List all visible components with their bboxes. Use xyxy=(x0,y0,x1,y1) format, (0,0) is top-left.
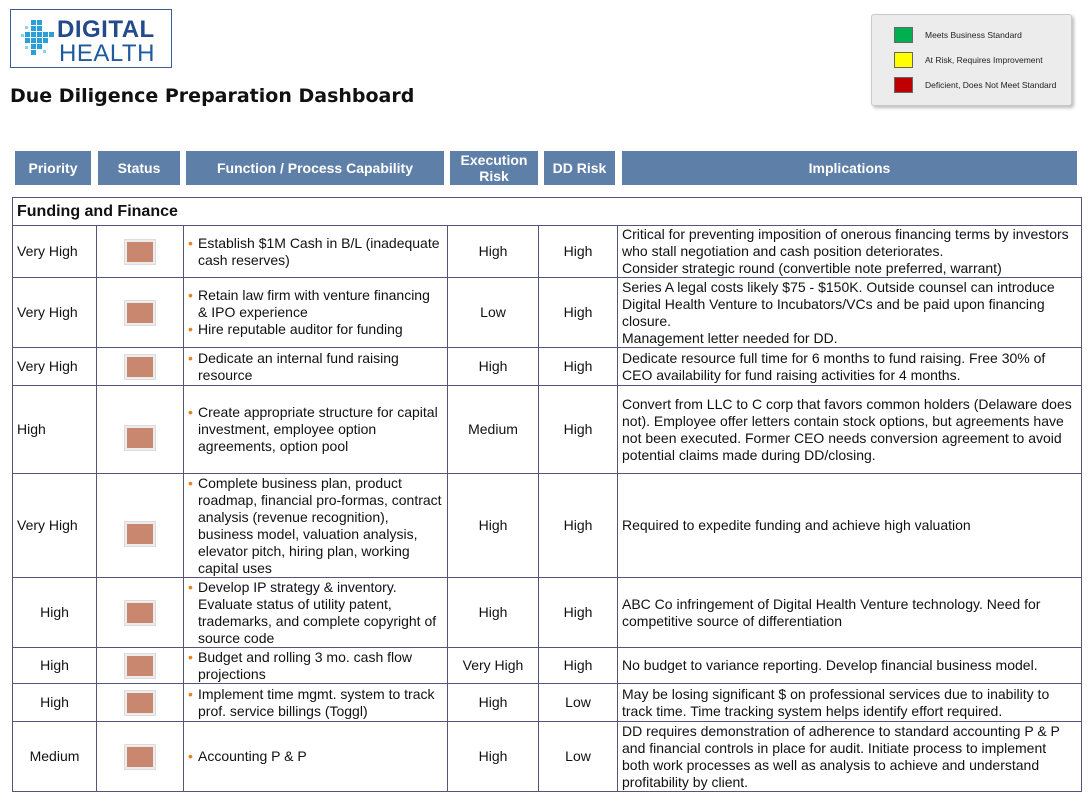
implications-cell xyxy=(618,648,1082,684)
legend-label-deficient: Deficient, Does Not Meet Standard xyxy=(925,80,1057,90)
header-execution-risk-line2: Risk xyxy=(479,168,509,184)
status-indicator xyxy=(125,301,155,325)
table-row xyxy=(13,226,1082,278)
status-indicator xyxy=(125,654,155,678)
implications-line: Required to expedite funding and achieve high valuation xyxy=(622,517,971,533)
table-row xyxy=(13,474,1082,578)
function-item: • Implement time mgmt. system to track prof. service billings (Toggl) xyxy=(188,686,443,720)
legend-green-swatch xyxy=(894,27,913,43)
status-indicator xyxy=(125,240,155,264)
implications-cell xyxy=(618,386,1082,474)
due-diligence-table xyxy=(12,197,1082,792)
section-row xyxy=(13,198,1082,226)
function-cell xyxy=(184,684,448,722)
logo-word-digital: DIGITAL xyxy=(57,16,155,43)
status-cell xyxy=(97,684,184,722)
priority-cell: High xyxy=(13,684,97,722)
header-dd-risk: DD Risk xyxy=(544,151,615,185)
status-indicator xyxy=(125,522,155,546)
table-row xyxy=(13,278,1082,348)
priority-cell: High xyxy=(13,648,97,684)
table-row xyxy=(13,578,1082,648)
function-item: • Budget and rolling 3 mo. cash flow projections xyxy=(188,649,443,683)
execution-risk-cell: Very High xyxy=(448,648,539,684)
status-cell xyxy=(97,474,184,578)
section-title: Funding and Finance xyxy=(13,198,1082,226)
status-cell xyxy=(97,348,184,386)
execution-risk-cell: Low xyxy=(448,278,539,348)
dd-risk-cell: High xyxy=(539,578,618,648)
legend-label-meets: Meets Business Standard xyxy=(925,30,1022,40)
table-row xyxy=(13,648,1082,684)
priority-cell: Very High xyxy=(13,278,97,348)
function-item: • Complete business plan, product roadmap, financial pro-formas, contract analysis (revenue recognition), business model, valuation analysis, elevator pitch, hiring plan, working capital uses xyxy=(188,475,443,577)
execution-risk-cell: High xyxy=(448,578,539,648)
priority-cell: Very High xyxy=(13,348,97,386)
implications-cell xyxy=(618,722,1082,792)
execution-risk-cell: High xyxy=(448,474,539,578)
dd-risk-cell: High xyxy=(539,648,618,684)
implications-cell xyxy=(618,474,1082,578)
implications-line: Critical for preventing imposition of onerous financing terms by investors who stall negotiation and cash position deteriorates. xyxy=(622,226,1069,259)
function-cell xyxy=(184,722,448,792)
status-indicator xyxy=(125,355,155,379)
implications-line: May be losing significant $ on professional services due to inability to track time. Time tracking system helps identify effort required. xyxy=(622,685,1050,719)
status-cell xyxy=(97,578,184,648)
implications-cell xyxy=(618,278,1082,348)
priority-cell: High xyxy=(13,386,97,474)
status-cell xyxy=(97,722,184,792)
function-item: • Accounting P & P xyxy=(188,748,443,765)
function-cell xyxy=(184,386,448,474)
function-item: • Hire reputable auditor for funding xyxy=(188,321,443,338)
header-implications: Implications xyxy=(622,151,1077,185)
header-execution-risk-line1: Execution xyxy=(460,152,528,168)
header-priority: Priority xyxy=(15,151,91,185)
medical-cross-icon xyxy=(21,20,55,60)
function-cell xyxy=(184,348,448,386)
execution-risk-cell: High xyxy=(448,722,539,792)
execution-risk-cell: High xyxy=(448,348,539,386)
function-item: • Establish $1M Cash in B/L (inadequate cash reserves) xyxy=(188,235,443,269)
dd-risk-cell: High xyxy=(539,226,618,278)
implications-line: Dedicate resource full time for 6 months to fund raising. Free 30% of CEO availability for fund raising activities for 4 months. xyxy=(622,349,1046,383)
priority-cell: Very High xyxy=(13,474,97,578)
table-row xyxy=(13,386,1082,474)
status-cell xyxy=(97,226,184,278)
implications-line: No budget to variance reporting. Develop financial business model. xyxy=(622,657,1038,673)
digital-health-logo xyxy=(10,9,172,68)
page-title: Due Diligence Preparation Dashboard xyxy=(10,85,415,107)
dd-risk-cell: High xyxy=(539,474,618,578)
legend-yellow-swatch xyxy=(894,52,913,68)
status-cell xyxy=(97,648,184,684)
status-indicator xyxy=(125,426,155,450)
header-function: Function / Process Capability xyxy=(186,151,444,185)
dd-risk-cell: High xyxy=(539,348,618,386)
status-indicator xyxy=(125,691,155,715)
function-cell xyxy=(184,474,448,578)
table-row xyxy=(13,684,1082,722)
status-indicator xyxy=(125,601,155,625)
dd-risk-cell: Low xyxy=(539,722,618,792)
header-execution-risk xyxy=(450,151,538,185)
priority-cell: Medium xyxy=(13,722,97,792)
legend-label-at-risk: At Risk, Requires Improvement xyxy=(925,55,1043,65)
priority-cell: Very High xyxy=(13,226,97,278)
function-cell xyxy=(184,578,448,648)
implications-line: Convert from LLC to C corp that favors common holders (Delaware does not). Employee offer letters contain stock options, but agreements have not been executed. Former CEO needs conversion agreement to avoid potential claims made during DD/closing. xyxy=(622,395,1072,463)
status-indicator xyxy=(125,745,155,769)
function-item: • Create appropriate structure for capital investment, employee option agreements, option pool xyxy=(188,404,443,455)
status-cell xyxy=(97,278,184,348)
function-item: • Retain law firm with venture financing & IPO experience xyxy=(188,287,443,321)
status-cell xyxy=(97,386,184,474)
header-status: Status xyxy=(98,151,180,185)
function-item: • Develop IP strategy & inventory. Evaluate status of utility patent, trademarks, and complete copyright of source code xyxy=(188,579,443,647)
legend-red-swatch xyxy=(894,77,913,93)
table-row xyxy=(13,722,1082,792)
dd-risk-cell: High xyxy=(539,386,618,474)
implications-cell xyxy=(618,684,1082,722)
implications-line: DD requires demonstration of adherence to standard accounting P & P and financial controls in place for audit. Initiate process to implement both work processes as well as analysis to achieve and understand profitability by client. xyxy=(622,722,1060,790)
logo-word-health: HEALTH xyxy=(59,40,155,67)
implications-line: ABC Co infringement of Digital Health Venture technology. Need for competitive source of differentiation xyxy=(622,595,1041,629)
table-row xyxy=(13,348,1082,386)
implications-line: Management letter needed for DD. xyxy=(622,329,838,346)
status-legend xyxy=(871,14,1072,106)
execution-risk-cell: High xyxy=(448,226,539,278)
implications-cell xyxy=(618,348,1082,386)
dd-risk-cell: Low xyxy=(539,684,618,722)
function-cell xyxy=(184,278,448,348)
implications-line: Consider strategic round (convertible note preferred, warrant) xyxy=(622,260,1002,276)
function-item: • Dedicate an internal fund raising resource xyxy=(188,350,443,384)
function-cell xyxy=(184,226,448,278)
implications-cell xyxy=(618,578,1082,648)
function-cell xyxy=(184,648,448,684)
priority-cell: High xyxy=(13,578,97,648)
implications-line: Series A legal costs likely $75 - $150K. Outside counsel can introduce Digital Health Venture to Incubators/VCs and be paid upon financing closure. xyxy=(622,278,1055,329)
dd-risk-cell: High xyxy=(539,278,618,348)
execution-risk-cell: High xyxy=(448,684,539,722)
implications-cell xyxy=(618,226,1082,278)
execution-risk-cell: Medium xyxy=(448,386,539,474)
